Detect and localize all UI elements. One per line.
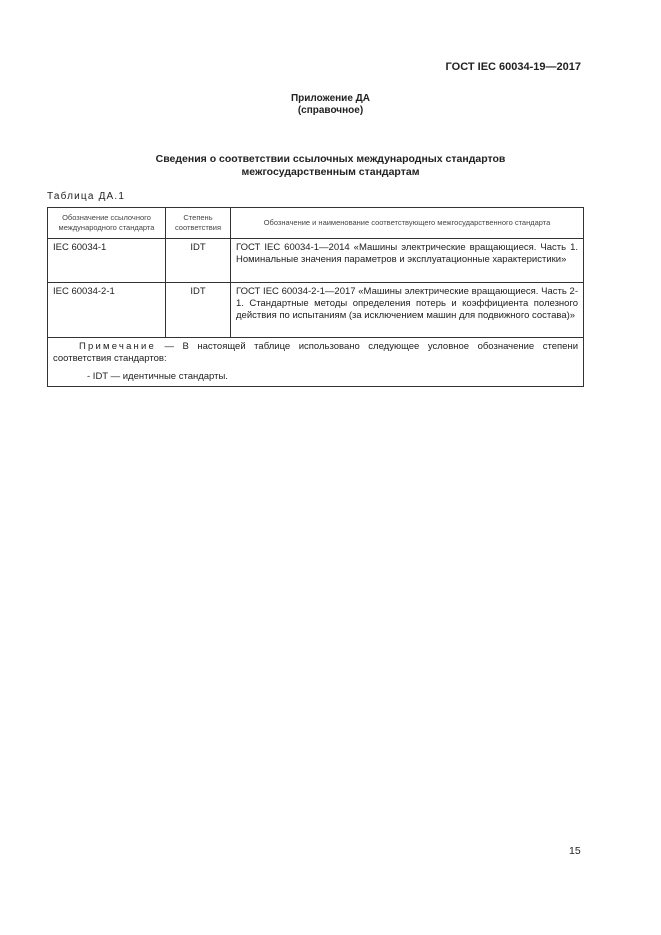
table-header-row [48,208,584,239]
header-degree: Степень соответствия [166,208,231,239]
document-code: ГОСТ IEC 60034-19—2017 [445,61,581,73]
table-note-row [48,338,584,387]
correspondence-table [47,207,584,387]
table-row [48,239,584,283]
table-row [48,283,584,338]
annex-subtitle: (справочное) [297,105,364,116]
cell-standard: ГОСТ IEC 60034-1—2014 «Машины электрические вращающиеся. Часть 1. Номинальные значения параметров и эксплуатационные характеристики» [231,239,584,283]
header-interstate-standard: Обозначение и наименование соответствующего межгосударственного стандарта [231,208,584,239]
table-label: Таблица ДА.1 [47,191,126,202]
section-heading-line1: Сведения о соответствии ссылочных международных стандартов [155,153,506,165]
cell-reference: IEC 60034-1 [48,239,166,283]
page-number: 15 [569,845,581,857]
cell-degree: IDT [166,283,231,338]
table-note [48,338,584,387]
note-label: Примечание [79,341,156,352]
cell-reference: IEC 60034-2-1 [48,283,166,338]
note-item: - IDT — идентичные стандарты. [87,371,228,382]
note-text: — В настоящей таблице использовано следующее условное обозначение степени соответствия стандартов: [53,341,578,364]
header-reference-standard: Обозначение ссылочного международного стандарта [48,208,166,239]
cell-standard: ГОСТ IEC 60034-2-1—2017 «Машины электрические вращающиеся. Часть 2-1. Стандартные методы определения потерь и коэффициента полезного действия по испытаниям (за исключением машин для подвижного состава)» [231,283,584,338]
section-heading-line2: межгосударственным стандартам [241,166,420,178]
annex-title: Приложение ДА [290,93,371,104]
note-paragraph [53,341,578,365]
cell-degree: IDT [166,239,231,283]
